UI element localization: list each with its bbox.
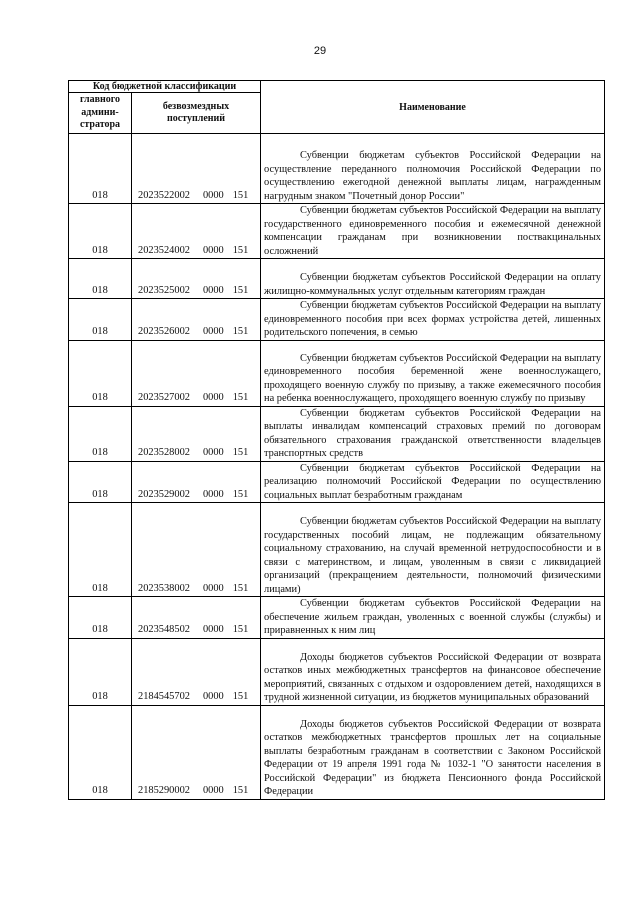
income-code-cell bbox=[132, 259, 261, 299]
name-cell bbox=[261, 638, 605, 705]
income-code-sub: 0000 bbox=[202, 691, 224, 702]
admin-code-cell: 018 bbox=[69, 340, 132, 406]
income-code-main: 2023548502 bbox=[138, 624, 190, 635]
income-code-main: 2023529002 bbox=[138, 488, 190, 500]
table-row bbox=[69, 134, 605, 204]
header-admin: главного админи-стратора bbox=[69, 93, 132, 134]
income-code-main: 2023524002 bbox=[138, 244, 190, 256]
name-cell bbox=[261, 134, 605, 204]
table-row bbox=[69, 705, 605, 799]
income-code-kind: 151 bbox=[232, 447, 249, 458]
name-text: Доходы бюджетов субъектов Российской Федерации от возврата остатков межбюджетных трансфертов прошлых лет на социальные выплаты безработным гражданам в соответствии с Законом Российской Федерации от 19 апреля 1991 года № 1032-1 "О занятости населения в Российской Федерации" из бюджета Пенсионного фонда Российской Федерации bbox=[264, 718, 602, 797]
admin-code-cell: 018 bbox=[69, 406, 132, 461]
income-code-sub: 0000 bbox=[202, 624, 224, 635]
income-code-main: 2185290002 bbox=[138, 785, 190, 796]
name-text: Субвенции бюджетам субъектов Российской Федерации на реализацию полномочий Российской Федерации по осуществлению социальных выплат безработным гражданам bbox=[264, 462, 602, 501]
table-row bbox=[69, 406, 605, 461]
income-code-sub: 0000 bbox=[202, 244, 224, 256]
name-text: Субвенции бюджетам субъектов Российской Федерации на осуществление переданного полномочия Российской Федерации по осуществлению ежегодной денежной выплаты лицам, награжденным нагрудным знаком "Почетный донор России" bbox=[264, 150, 602, 202]
name-text: Субвенции бюджетам субъектов Российской Федерации на выплату государственного единовременного пособия и ежемесячной денежной компенсации гражданам при возникновении поствакцинальных осложнений bbox=[264, 205, 602, 257]
income-code-sub: 0000 bbox=[202, 189, 224, 201]
admin-code-cell: 018 bbox=[69, 503, 132, 597]
table-row bbox=[69, 597, 605, 639]
income-code-main: 2184545702 bbox=[138, 691, 190, 702]
table-row bbox=[69, 299, 605, 341]
income-code-main: 2023522002 bbox=[138, 189, 190, 201]
income-code-cell bbox=[132, 134, 261, 204]
header-income: безвозмездных поступлений bbox=[132, 93, 261, 134]
admin-code-cell: 018 bbox=[69, 597, 132, 639]
income-code-main: 2023528002 bbox=[138, 447, 190, 458]
header-group-title: Код бюджетной классификации bbox=[69, 81, 261, 93]
income-code-kind: 151 bbox=[232, 392, 249, 403]
income-code-sub: 0000 bbox=[202, 582, 224, 594]
table-row bbox=[69, 503, 605, 597]
income-code-main: 2023527002 bbox=[138, 392, 190, 403]
table-row bbox=[69, 638, 605, 705]
income-code-cell bbox=[132, 204, 261, 259]
income-code-cell bbox=[132, 340, 261, 406]
income-code-main: 2023538002 bbox=[138, 582, 190, 594]
admin-code-cell: 018 bbox=[69, 299, 132, 341]
income-code-kind: 151 bbox=[232, 284, 249, 296]
name-cell bbox=[261, 204, 605, 259]
admin-code-cell: 018 bbox=[69, 705, 132, 799]
income-code-cell bbox=[132, 503, 261, 597]
name-text: Доходы бюджетов субъектов Российской Федерации от возврата остатков иных межбюджетных трансфертов на финансовое обеспечение мероприятий, связанных с отдыхом и оздоровлением детей, находящихся в трудной жизненной ситуации, из бюджетов муниципальных образований bbox=[264, 651, 602, 703]
income-code-kind: 151 bbox=[232, 785, 249, 796]
income-code-sub: 0000 bbox=[202, 488, 224, 500]
header-name: Наименование bbox=[261, 81, 605, 134]
name-text: Субвенции бюджетам субъектов Российской Федерации на выплату государственных пособий лицам, не подлежащим обязательному социальному страхованию, на случай временной нетрудоспособности и в связи с материнством, и лицам, уволенным в связи с ликвидацией организаций (прекращением деятельности, полномочий физическими лицами) bbox=[264, 516, 602, 595]
income-code-kind: 151 bbox=[232, 582, 249, 594]
income-code-sub: 0000 bbox=[202, 785, 224, 796]
name-cell bbox=[261, 597, 605, 639]
name-cell bbox=[261, 259, 605, 299]
name-cell bbox=[261, 299, 605, 341]
admin-code-cell: 018 bbox=[69, 461, 132, 503]
income-code-main: 2023525002 bbox=[138, 284, 190, 296]
income-code-sub: 0000 bbox=[202, 392, 224, 403]
admin-code-cell: 018 bbox=[69, 204, 132, 259]
table-row bbox=[69, 204, 605, 259]
page-number: 29 bbox=[313, 45, 327, 57]
name-text: Субвенции бюджетам субъектов Российской Федерации на выплаты инвалидам компенсаций страховых премий по договорам обязательного страхования гражданской ответственности владельцев транспортных средств bbox=[264, 407, 602, 459]
income-code-kind: 151 bbox=[232, 244, 249, 256]
income-code-sub: 0000 bbox=[202, 326, 224, 337]
income-code-sub: 0000 bbox=[202, 447, 224, 458]
name-cell bbox=[261, 406, 605, 461]
name-text: Субвенции бюджетам субъектов Российской Федерации на выплату единовременного пособия при всех формах устройства детей, лишенных родительского попечения, в семью bbox=[264, 300, 602, 338]
income-code-kind: 151 bbox=[232, 189, 249, 201]
name-cell bbox=[261, 461, 605, 503]
table-row bbox=[69, 259, 605, 299]
income-code-kind: 151 bbox=[232, 326, 249, 337]
budget-classification-table bbox=[68, 80, 605, 800]
name-text: Субвенции бюджетам субъектов Российской Федерации на выплату единовременного пособия беременной жене военнослужащего, проходящего военную службу по призыву, а также ежемесячного пособия на ребенка военнослужащего, проходящего военную службу по призыву bbox=[264, 352, 602, 404]
income-code-cell bbox=[132, 638, 261, 705]
income-code-sub: 0000 bbox=[202, 284, 224, 296]
income-code-cell bbox=[132, 461, 261, 503]
name-cell bbox=[261, 503, 605, 597]
name-text: Субвенции бюджетам субъектов Российской Федерации на обеспечение жильем граждан, уволенных с военной службы (службы) и приравненных к ним лиц bbox=[264, 598, 602, 636]
income-code-cell bbox=[132, 406, 261, 461]
income-code-kind: 151 bbox=[232, 488, 249, 500]
income-code-cell bbox=[132, 299, 261, 341]
name-text: Субвенции бюджетам субъектов Российской Федерации на оплату жилищно-коммунальных услуг отдельным категориям граждан bbox=[264, 272, 602, 297]
admin-code-cell: 018 bbox=[69, 259, 132, 299]
name-cell bbox=[261, 705, 605, 799]
income-code-cell bbox=[132, 597, 261, 639]
admin-code-cell: 018 bbox=[69, 638, 132, 705]
admin-code-cell: 018 bbox=[69, 134, 132, 204]
table-row bbox=[69, 340, 605, 406]
income-code-kind: 151 bbox=[232, 691, 249, 702]
income-code-main: 2023526002 bbox=[138, 326, 190, 337]
table-row bbox=[69, 461, 605, 503]
name-cell bbox=[261, 340, 605, 406]
income-code-cell bbox=[132, 705, 261, 799]
income-code-kind: 151 bbox=[232, 624, 249, 635]
